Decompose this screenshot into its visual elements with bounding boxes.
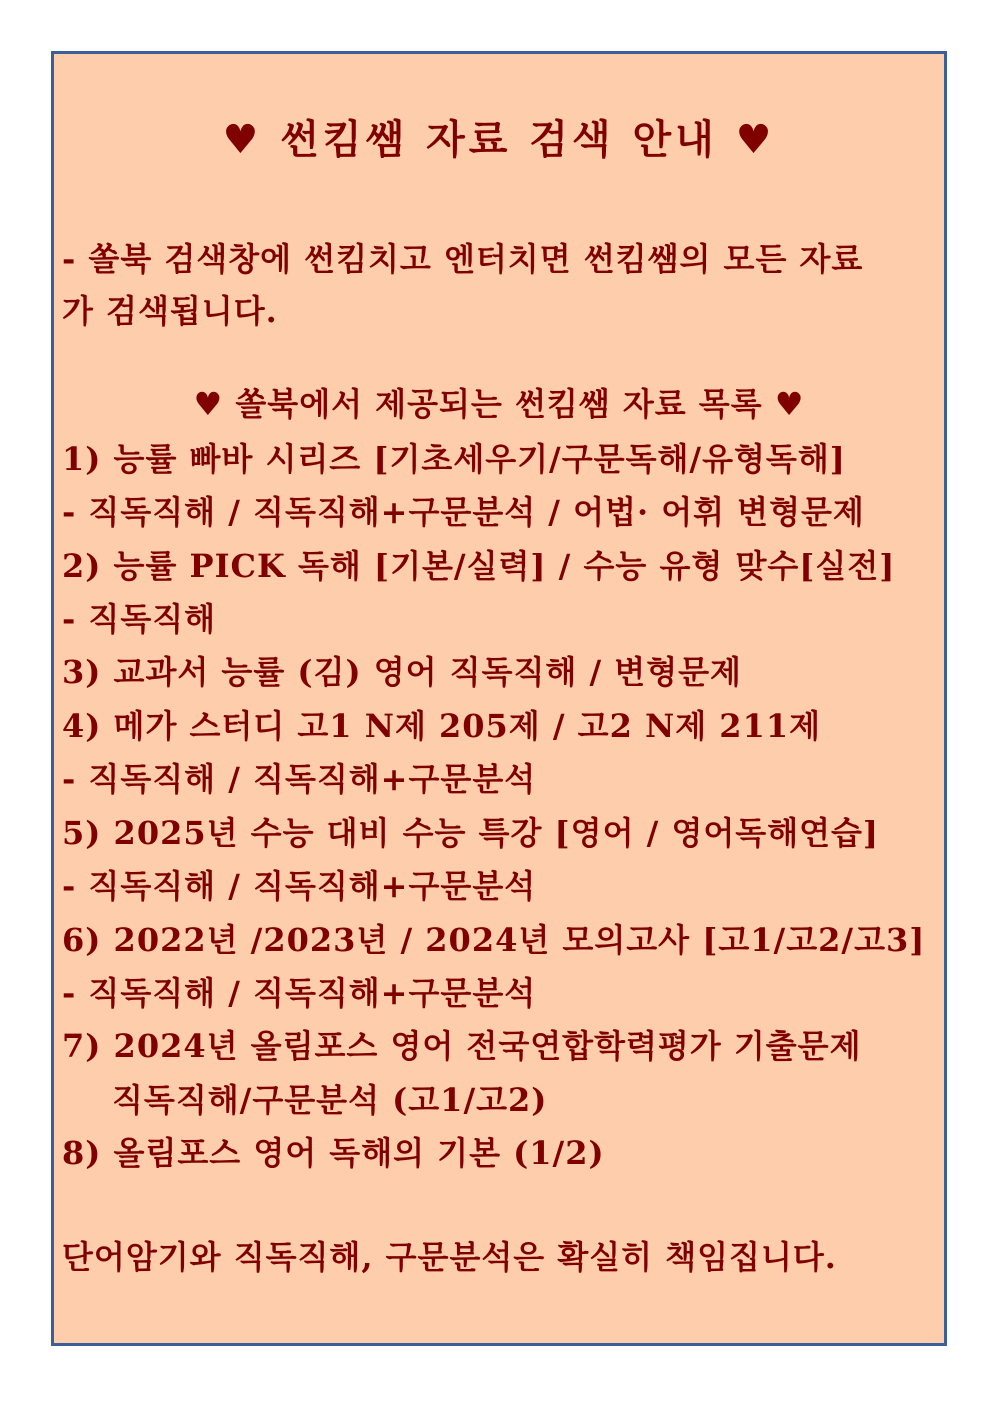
list-heading: ♥ 쏠북에서 제공되는 썬킴쌤 자료 목록 ♥ [193,385,805,423]
list-item: - 직독직해 / 직독직해+구문분석 [62,867,537,905]
list-item: 1) 능률 빠바 시리즈 [기초세우기/구문독해/유형독해] [62,440,846,478]
list-item: 직독직해/구문분석 (고1/고2) [112,1081,548,1119]
list-item: 8) 올림포스 영어 독해의 기본 (1/2) [62,1134,605,1172]
list-item: 5) 2025년 수능 대비 수능 특강 [영어 / 영어독해연습] [62,814,880,852]
intro-line: 가 검색됩니다. [62,292,278,330]
list-item: 6) 2022년 /2023년 / 2024년 모의고사 [고1/고2/고3] [62,921,926,959]
closing-text: 단어암기와 직독직해, 구문분석은 확실히 책임집니다. [62,1238,837,1276]
list-item: - 직독직해 / 직독직해+구문분석 / 어법· 어휘 변형문제 [62,493,865,531]
list-item: 3) 교과서 능률 (김) 영어 직독직해 / 변형문제 [62,653,742,691]
intro-line: - 쏠북 검색창에 썬킴치고 엔터치면 썬킴쌤의 모든 자료 [62,240,864,278]
list-item: - 직독직해 / 직독직해+구문분석 [62,974,537,1012]
page-title: ♥ 썬킴쌤 자료 검색 안내 ♥ [222,116,776,163]
notice-box [51,51,947,1346]
list-item: 7) 2024년 올림포스 영어 전국연합학력평가 기출문제 [62,1027,862,1065]
list-item: - 직독직해 / 직독직해+구문분석 [62,760,537,798]
list-item: 4) 메가 스터디 고1 N제 205제 / 고2 N제 211제 [62,707,822,745]
list-item: - 직독직해 [62,600,217,638]
list-item: 2) 능률 PICK 독해 [기본/실력] / 수능 유형 맞수[실전] [62,547,896,585]
